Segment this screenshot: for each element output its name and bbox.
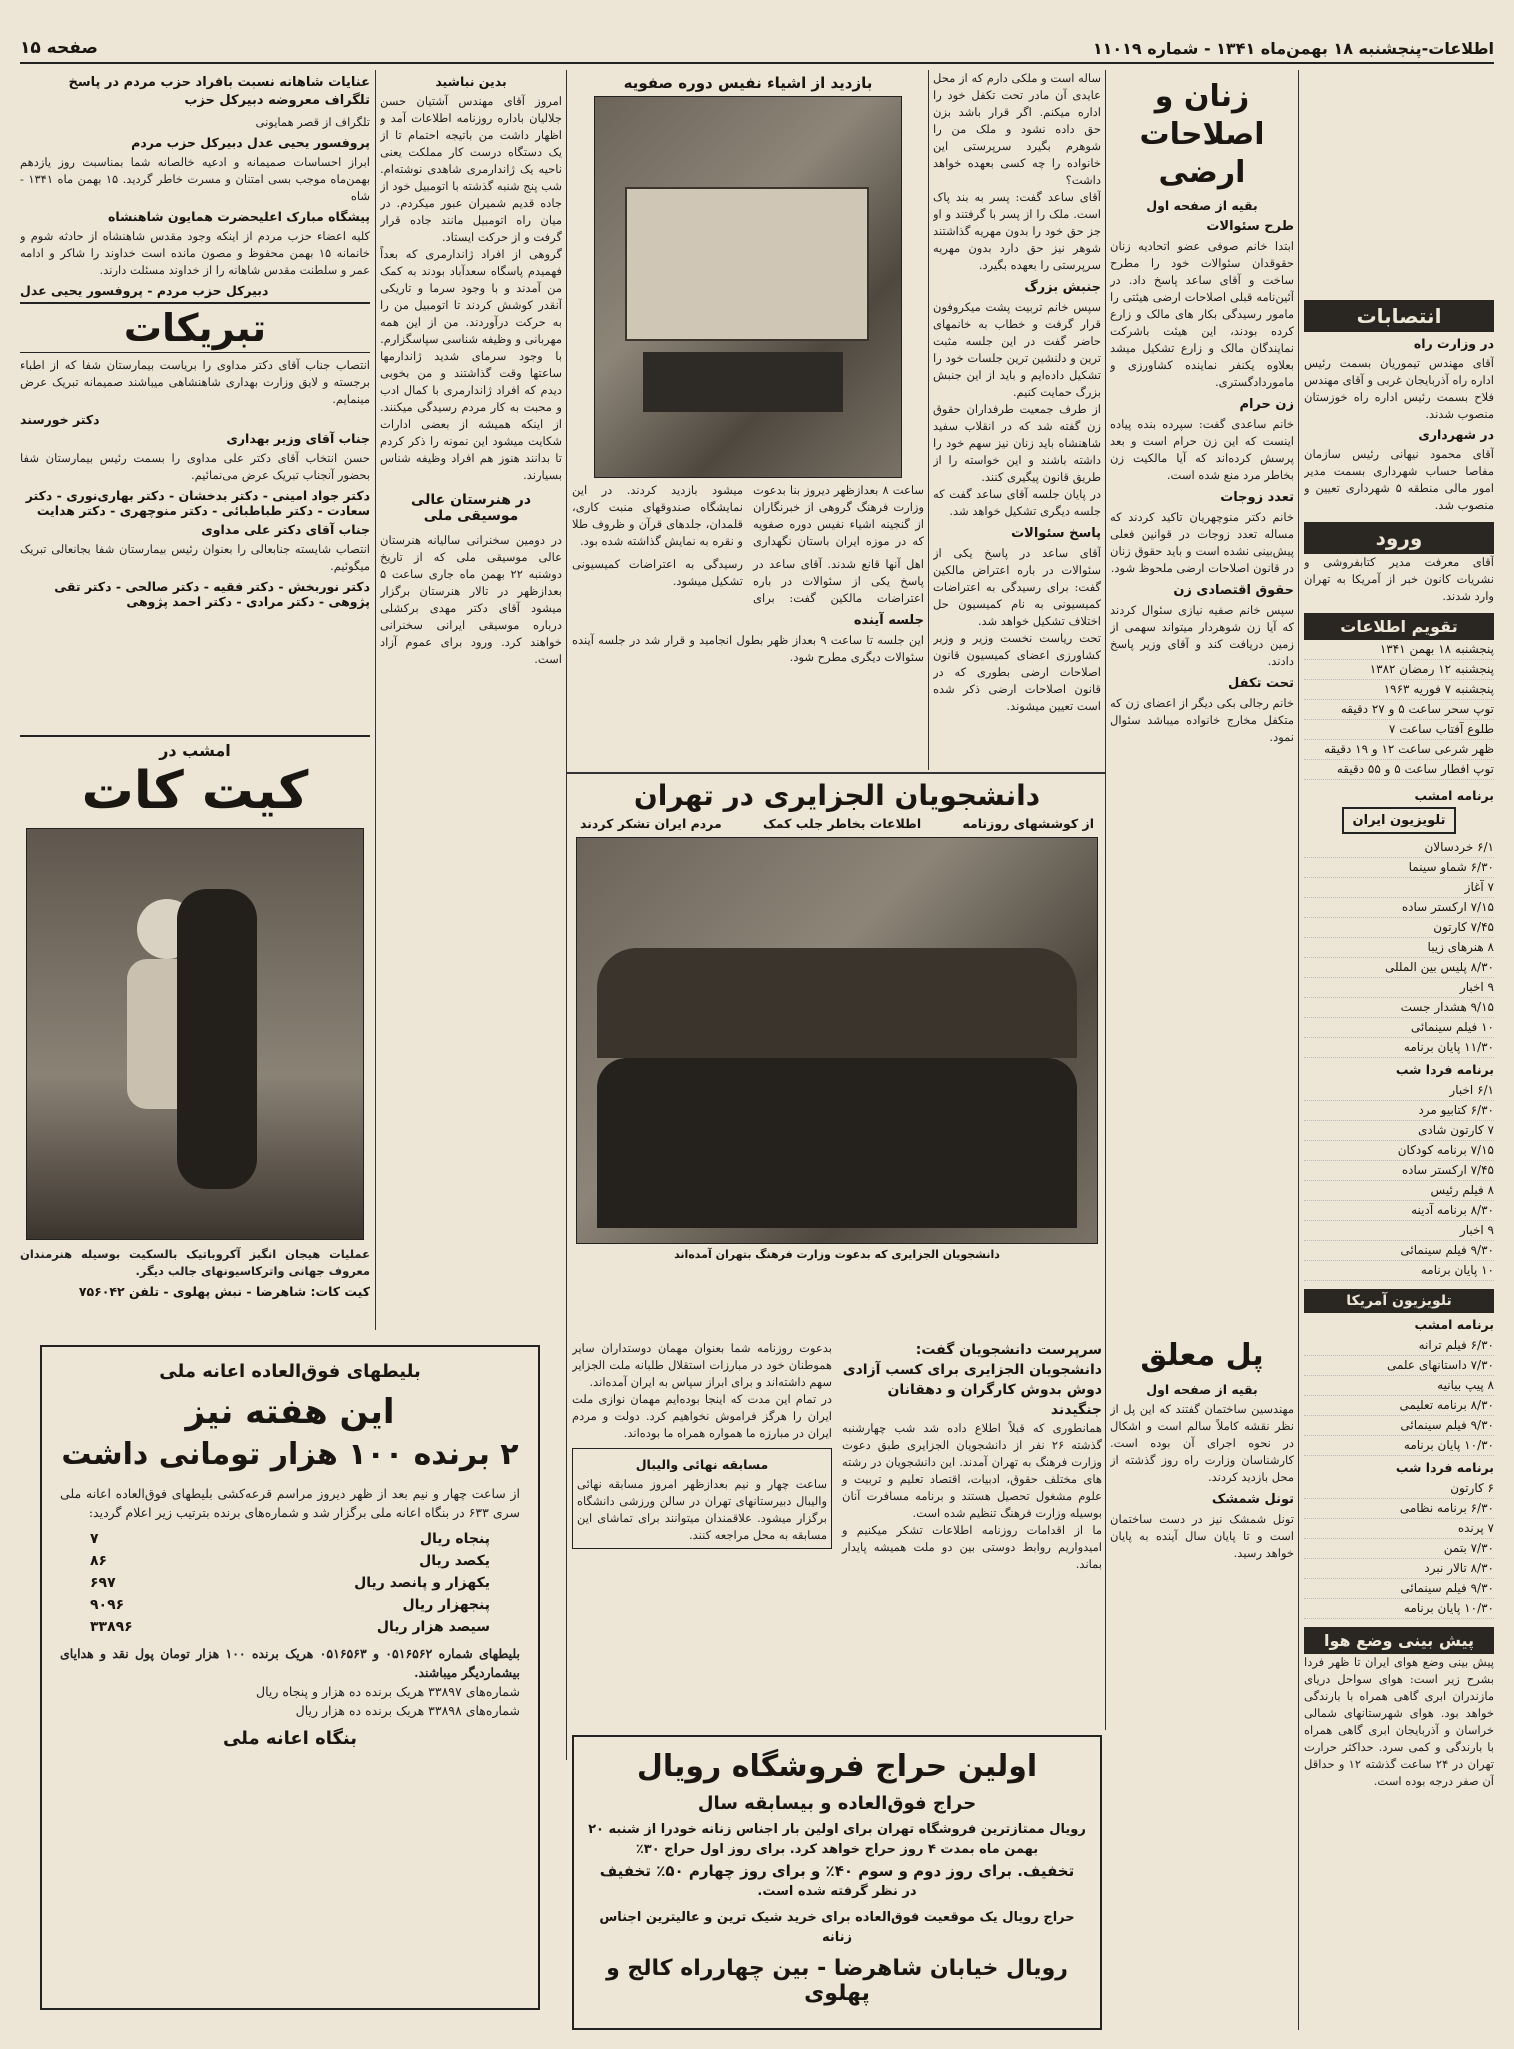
schedule-item: ۱۰ پایان برنامه (1304, 1261, 1494, 1281)
lottery-number: ۶۹۷ (90, 1575, 116, 1591)
lottery-row (60, 1616, 520, 1638)
lottery-number: ۸۶ (90, 1553, 108, 1569)
tv2-tonight-header: برنامه امشب (1414, 1317, 1494, 1332)
article-body: کلیه اعضاء حزب مردم از اینکه وجود مقدس شاهنشاه از حادثه شوم و خانمانه ۱۵ بهمن محفوظ و مصون مانده است خداوند را شاکر و ادامه عمر و سلطنت مقدس شاهانه را از خداوند مسئلت دارند. (20, 229, 370, 277)
exhibition-photo (594, 96, 902, 478)
schedule-item: ۷ پرنده (1304, 1519, 1494, 1539)
article-body: تلگراف از قصر همایونی (255, 115, 370, 129)
article-body: خانم رجالی بکی دیگر از اعضای زن که متکفل مخارج خانواده میباشد سئوال نمود. (1110, 696, 1294, 744)
tv2-tomorrow-header: برنامه فردا شب (1395, 1460, 1494, 1475)
lottery-row (60, 1550, 520, 1572)
schedule-item: ۷ آغاز (1304, 878, 1494, 898)
column-rule (1298, 70, 1299, 2030)
schedule-item: طلوع آفتاب ساعت ۷ (1304, 720, 1494, 740)
article-body: آقای ساعد گفت: پسر به بند پاک است. ملک را از پسر با گرفتند و او جز حق خود را بدون مهریه گذاشتند شوهر نیز حق دارد بدون مهریه سرپرستی را بعهده بگیرد. (933, 190, 1101, 272)
article-title: پل معلق (1140, 1338, 1264, 1373)
ad-title: اولین حراج فروشگاه رویال (636, 1749, 1038, 1784)
ad-signature: بنگاه اعانه ملی (222, 1728, 358, 1749)
subheading: جلسه آینده (853, 613, 924, 628)
schedule-item: پنجشنبه ۱۸ بهمن ۱۳۴۱ (1304, 640, 1494, 660)
article-body: آقای ساعد در پاسخ یکی از سئوالات در باره اعتراض مالکین گفت: برای رسیدگی به اعتراضات کمیسیونی به نام کمیسیون حل اختلاف تشکیل خواهد شد. (933, 546, 1101, 628)
article-body: تونل شمشک نیز در دست ساختمان است و تا پایان سال آینده به پایان خواهد رسید. (1110, 1512, 1294, 1560)
subheading: جناب آقای دکتر علی مداوی (201, 522, 370, 537)
women-land-reform-article (1110, 70, 1294, 1350)
schedule-item: ۷/۱۵ ارکستر ساده (1304, 898, 1494, 918)
skater-photo (26, 828, 364, 1240)
lottery-row (60, 1528, 520, 1550)
schedule-item: ۶/۳۰ شماو سینما (1304, 858, 1494, 878)
masthead-page-number: صفحه ۱۵ (20, 38, 98, 58)
schedule-item: ۹/۳۰ فیلم سینمائی (1304, 1416, 1494, 1436)
subheading: جناب آقای وزیر بهداری (226, 431, 370, 446)
lottery-ad (40, 1345, 540, 2010)
tv-schedule (1304, 838, 1494, 1058)
article-column (572, 1340, 832, 1720)
ad-big-text: ۲ برنده ۱۰۰ هزار تومانی داشت (61, 1437, 519, 1472)
royal-store-ad (572, 1735, 1102, 2030)
photo-chest (625, 187, 869, 341)
article-title: عنایات شاهانه نسبت بافراد حزب مردم در پاسخ تلگراف معروضه دبیرکل حزب (68, 75, 370, 108)
article-body: آقای محمود نیهانی رئیس سازمان مفاصا حساب شهرداری بسمت مدیر امور مالی منطقه ۵ شهرداری تعیین و منصوب شد. (1304, 447, 1494, 512)
article-body: اهل آنها قانع شدند. آقای ساعد در پاسخ یکی از سئوالات در باره اعتراضات مالکین گفت: برای رسیدگی به اعتراضات کمیسیونی تشکیل میشود. (572, 557, 924, 605)
ad-caption: عملیات هیجان انگیز آکروباتیک بالسکیت بوسیله هنرمندان معروف جهانی واترکاسیونهای جالب دیگر. (20, 1247, 370, 1278)
ad-heading: بلیطهای فوق‌العاده اعانه ملی (159, 1361, 421, 1382)
schedule-item: ۷/۴۵ ارکستر ساده (1304, 1161, 1494, 1181)
article-title: دانشجویان الجزایری در تهران (633, 779, 1041, 812)
schedule-item: پنجشنبه ۷ فوریه ۱۹۶۳ (1304, 680, 1494, 700)
arrival-header: ورود (1304, 522, 1494, 554)
schedule-item: ۹ اخبار (1304, 978, 1494, 998)
subheading: جنبش بزرگ (1024, 280, 1101, 295)
article-body: ابتدا خانم صوفی عضو اتحادیه زنان حقوقدان سئوالات خود را مطرح ساخت و آقای ساعد پاسخ داد. در آئین‌نامه قبلی اصلاحات ارضی هیئتی را مامور رسیدگی بکار های مالک و زارع کرده بودند، این هیئت باشرکت نمایندگان مالک و زارع تشکیل میشد بعلاوه یکنفر نماینده کشاورزی و ماموردادگستری. (1110, 239, 1294, 389)
article-body: امروز آقای مهندس آشتیان حسن جلالیان باداره روزنامه اطلاعات آمد و اظهار داشت من باتیجه احتمام تا از یک دستگاه درست کار مملکت یعنی ناحیه یک ژاندارمری شاهدی نوشته‌ام. شب پنج شنبه گذشته با اتومبیل خود از جاده قدیم شمیران عبور میکردم. در میان راه اتومبیل مانند جاده قرار گرفت و از حرکت ایستاد. (380, 94, 562, 244)
article-title: زنان و اصلاحات ارضی (1139, 79, 1265, 190)
lottery-row (60, 1594, 520, 1616)
schedule-item: ۸/۳۰ برنامه تعلیمی (1304, 1396, 1494, 1416)
article-body: آقای معرفت مدیر کتابفروشی و نشریات کانون خبر از آمریکا به تهران وارد شدند. (1304, 555, 1494, 603)
subtitle-row (580, 816, 1094, 831)
subtitle: اطلاعات بخاطر جلب کمک (762, 816, 922, 831)
article-body: خانم ساعدی گفت: سپرده بنده پیاده اینست که این زن حرام است و بعد پرسش کرده‌اند که آیا مالکیت زن بخاطر مرد منع شده است. (1110, 417, 1294, 482)
signature: دبیرکل حزب مردم - پروفسور یحیی عدل (20, 283, 269, 298)
schedule-item: ۶/۳۰ برنامه نظامی (1304, 1499, 1494, 1519)
schedule-item: ۱۱/۳۰ پایان برنامه (1304, 1038, 1494, 1058)
schedule-item: توپ سحر ساعت ۵ و ۲۷ دقیقه (1304, 700, 1494, 720)
article-body: در پایان جلسه آقای ساعد گفت که جلسه دیگری تشکیل خواهد شد. (933, 487, 1101, 518)
masthead (20, 38, 1494, 64)
ad-body: رویال ممتازترین فروشگاه تهران برای اولین بار اجناس زنانه خودرا از شنبه ۲۰ بهمن ماه بمدت ۴ روز حراج خواهد کرد. برای روز اول حراج ۳۰٪ (588, 1822, 1086, 1857)
article-column (842, 1340, 1102, 1720)
article-body: انتصاب جناب آقای دکتر مداوی را بریاست بیمارستان شفا که از اطباء برجسته و لایق وزارت بهداری شاهنشاهی میباشند صمیمانه تبریک عرض مینمایم. (20, 358, 370, 406)
ad-body: شماره‌های ۳۳۸۹۸ هریک برنده ده هزار ریال (295, 1703, 520, 1718)
ad-tonight: امشب در (159, 741, 231, 760)
signature: دکتر نوربخش - دکتر فقیه - دکتر صالحی - دکتر تقی پژوهی - دکتر مرادی - دکتر احمد پژوهی (54, 579, 370, 609)
article-body: ساله است و ملکی دارم که از محل عایدی آن مادر تحت تکفل خود را اداره میکنم. اگر قرار باشد بزن حق داده نشود و ملک من را شوهرم بگیرد سرپرستی این خانواده را چه کسی بعهده خواهد داشت؟ (933, 71, 1101, 187)
ad-subtitle: حراج فوق‌العاده و بیسابقه سال (697, 1793, 977, 1814)
article-body: ابراز احساسات صمیمانه و ادعیه خالصانه شما بمناسبت روز یازدهم بهمن‌ماه موجب بسی امتنان و مسرت خاطر گردید. ۱۵ بهمن ماه ۱۳۴۱ - شاه (20, 155, 370, 203)
weather-body: پیش بینی وضع هوای ایران تا ظهر فردا بشرح زیر است: هوای سواحل دریای مازندران ابری گاهی همراه با بارندگی خواهد بود. هوای شهرستانهای شمالی خراسان و آذربایجان ابری گاهی همراه با بارندگی و کمی سرد. حداکثر حرارت تهران در ۲۴ ساعت گذشته ۱۲ و حداقل آن صفر درجه بوده است. (1304, 1655, 1494, 1788)
ad-big-text: این هفته نیز (185, 1392, 395, 1432)
schedule-item: ظهر شرعی ساعت ۱۲ و ۱۹ دقیقه (1304, 740, 1494, 760)
schedule-item: ۷/۱۵ برنامه کودکان (1304, 1141, 1494, 1161)
subheading: پیشگاه مبارک اعلیحضرت همایون شاهنشاه (108, 209, 370, 224)
article-body: با وجود سرمای شدید ژاندارمها ساعتها وقت گذاشتند و من بخوبی دیدم که افراد ژاندارمری با کمال ادب و محبت به کار مردم رسیدگی میکنند. از اینکه همیشه از بعضی ادارات شکایت میشود این نمونه را ذکر کردم تا بدانند هنوز هم افراد وظیفه شناس بسیارند. (380, 349, 562, 482)
subheading: تونل شمشک (1211, 1492, 1294, 1507)
schedule-item: ۹/۳۰ فیلم سینمائی (1304, 1579, 1494, 1599)
photo-figures-back (597, 948, 1077, 1058)
lottery-results-table (60, 1528, 520, 1638)
schedule-item: ۷/۴۵ کارتون (1304, 918, 1494, 938)
ad-body: بلیطهای شماره ۰۵۱۶۵۶۲ و ۰۵۱۶۵۶۳ هریک برنده ۱۰۰ هزار تومان پول نقد و هدایای بیشماردیگر میباشند. (60, 1646, 520, 1680)
column-rule (928, 70, 929, 770)
schedule-item: پنجشنبه ۱۲ رمضان ۱۳۸۲ (1304, 660, 1494, 680)
tv-tomorrow-header: برنامه فردا شب (1395, 1062, 1494, 1077)
bridge-article (1110, 1330, 1294, 1730)
ad-body: تخفیف. برای روز دوم و سوم ۴۰٪ و برای روز چهارم ۵۰٪ تخفیف (599, 1862, 1075, 1880)
schedule-item: ۹/۱۵ هشدار جست (1304, 998, 1494, 1018)
subheading: زن حرام (1239, 397, 1294, 412)
masthead-issue: اطلاعات-پنجشنبه ۱۸ بهمن‌ماه ۱۳۴۱ - شماره ۱۱۰۱۹ (1092, 39, 1494, 58)
continuation-note: بقیه از صفحه اول (1146, 1382, 1258, 1397)
calendar-header: تقویم اطلاعات (1304, 613, 1494, 640)
continuation-note: بقیه از صفحه اول (1146, 198, 1258, 213)
tv-schedule (1304, 1336, 1494, 1456)
lottery-number: ۳۳۸۹۶ (90, 1619, 133, 1635)
article-body: حسن انتخاب آقای دکتر علی مداوی را بسمت رئیس بیمارستان شفا بحضور آنجناب تبریک عرض می‌نمائیم. (20, 451, 370, 482)
lottery-row (60, 1572, 520, 1594)
article-body: تحت ریاست نخست وزیر و وزیر کشاورزی اعضای کمیسیون قانون اصلاحات ارضی بطوری که در قانون اصلاحات ارضی ذکر شده است تعیین میشوند. (933, 631, 1101, 713)
article-body: خانم دکتر منوچهریان تاکید کردند که مساله تعدد زوجات در قوانین فعلی پیش‌بینی نشده است و باید حقوق زنان در قانون اصلاحات ارضی ملحوظ شود. (1110, 510, 1294, 575)
lottery-number: ۹۰۹۶ (90, 1597, 125, 1613)
subheading: تعدد زوجات (1220, 490, 1294, 505)
schedule-item: ۱۰/۳۰ پایان برنامه (1304, 1436, 1494, 1456)
subtitle: از کوششهای روزنامه (962, 816, 1094, 831)
party-and-congrats-column (20, 70, 370, 840)
tv2-logo: تلویزیون آمریکا (1304, 1289, 1494, 1313)
schedule-item: ۷/۳۰ داستانهای علمی (1304, 1356, 1494, 1376)
schedule-item: ۸/۳۰ برنامه آدینه (1304, 1201, 1494, 1221)
subheading: طرح سئوالات (1206, 219, 1294, 234)
article-body: ما از اقدامات روزنامه اطلاعات تشکر میکنیم و امیدواریم روابط دوستی بین دو ملت همیشه پایدار بماند. (842, 1523, 1102, 1571)
article-body: ساعت چهار و نیم بعدازظهر امروز مسابقه نهائی والیبال دبیرستانهای تهران در سالن ورزشی دانشگاه برگزار میشود. علاقمندان میتوانند برای تماشای این مسابقه به محل مراجعه کنند. (577, 1477, 827, 1542)
article-body: همانطوری که قبلاً اطلاع داده شد شب چهارشنبه گذشته ۲۶ نفر از دانشجویان الجزایری طبق دعوت وزارت فرهنگ به تهران آمدند. این دانشجویان در رشته های مختلف حقوق، ادبیات، اقتصاد تعلیم و تربیت و علوم مشغول تحصیل هستند و برنامه مسافرت آنان بوسیله وزارت فرهنگ تنظیم شده است. (842, 1421, 1102, 1520)
tv-schedule (1304, 1081, 1494, 1281)
subheading: حقوق اقتصادی زن (1173, 583, 1294, 598)
lottery-prize: سیصد هزار ریال (376, 1619, 490, 1635)
schedule-item: توپ افطار ساعت ۵ و ۵۵ دقیقه (1304, 760, 1494, 780)
schedule-item: ۸/۳۰ پلیس بین المللی (1304, 958, 1494, 978)
algerian-students-article (572, 778, 1102, 1338)
schedule-item: ۶/۱ خردسالان (1304, 838, 1494, 858)
lottery-prize: یکصد ریال (419, 1553, 490, 1569)
sidebar-column (1304, 70, 1494, 2030)
section-rule (566, 772, 1106, 774)
tv-schedule (1304, 1479, 1494, 1619)
schedule-item: ۱۰ فیلم سینمائی (1304, 1018, 1494, 1038)
article-body: از طرف جمعیت طرفداران حقوق زن گفته شد که در انقلاب سفید شاهنشاه باید زنان نیز سهم خود را داشته باشند و این خواسته را از طریق قانون پیگیری کنند. (933, 402, 1101, 484)
lottery-number: ۷ (90, 1531, 99, 1547)
ad-body: از ساعت چهار و نیم بعد از ظهر دیروز مراسم قرعه‌کشی بلیطهای فوق‌العاده اعانه ملی سری ۶۳۳ در بنگاه اعانه ملی برگزار شد و شماره‌های برنده بترتیب زیر اعلام گردید: (60, 1486, 520, 1520)
land-reform-continued (933, 70, 1101, 770)
subheading: پروفسور یحیی عدل دبیرکل حزب مردم (131, 135, 370, 150)
ad-address: رویال خیابان شاهرضا - بین چهارراه کالج و پهلوی (606, 1956, 1068, 2006)
lottery-prize: پنجهزار ریال (402, 1597, 490, 1613)
appointments-header: انتصابات (1304, 300, 1494, 332)
schedule-item: ۸ هنرهای زیبا (1304, 938, 1494, 958)
letter-column (380, 70, 562, 1320)
schedule-item: ۶ کارتون (1304, 1479, 1494, 1499)
ad-body: شماره‌های ۳۳۸۹۷ هریک برنده ده هزار و پنجاه ریال (255, 1684, 520, 1699)
schedule-item: ۶/۳۰ کتابیو مرد (1304, 1101, 1494, 1121)
subtitle: مردم ایران تشکر کردند (580, 816, 722, 831)
schedule-item: ۹/۳۰ فیلم سینمائی (1304, 1241, 1494, 1261)
article-body: ساعت ۸ بعدازظهر دیروز بنا بدعوت وزارت فرهنگ گروهی از خبرنگاران از گنجینه اشیاء نفیس دوره صفویه که در موزه ایران باستان نگهداری میشود بازدید کردند. در این نمایشگاه صندوقهای منبت کاری، قلمدان، جلدهای قرآن و ظروف طلا و نقره به نمایش گذاشته شده بود. (572, 483, 924, 548)
tv-tonight-header: برنامه امشب (1414, 788, 1494, 803)
schedule-item: ۹ اخبار (1304, 1221, 1494, 1241)
column-rule (566, 70, 567, 1760)
photo-caption: دانشجویان الجزایری که بدعوت وزارت فرهنگ بتهران آمده‌اند (674, 1248, 1000, 1261)
schedule-item: ۷ کارتون شادی (1304, 1121, 1494, 1141)
article-body: گروهی از افراد ژاندارمری که بعداً فهمیدم پاسگاه سعدآباد بودند به کمک من آمدند و با وجود سرما و تاریکی آنقدر کوشش کردند تا اتومبیل من را به حرکت درآوردند. من از این همه مهربانی و وظیفه شناسی سپاسگزارم. (380, 247, 562, 346)
schedule-item: ۷/۳۰ بتمن (1304, 1539, 1494, 1559)
photo-chest-base (643, 352, 843, 412)
calendar-list (1304, 640, 1494, 780)
article-body: مهندسین ساختمان گفتند که این پل از نظر نقشه کاملاً سالم است و اشکال در نحوه اجرای آن بوده است. کارشناسان وزارت راه روز گذشته از محل بازدید کردند. (1110, 1402, 1294, 1484)
column-rule (1105, 70, 1106, 1730)
signature: دکتر خورسند (20, 412, 100, 427)
students-group-photo (576, 837, 1098, 1244)
photo-figures-front (597, 1058, 1077, 1228)
ad-address: کیت کات: شاهرضا - نبش پهلوی - تلفن ۷۵۶۰۴۲ (78, 1284, 370, 1299)
article-body: انتصاب شایسته جنابعالی را بعنوان رئیس بیمارستان شفا بجانعالی تبریک میگوئیم. (20, 542, 370, 573)
article-body: سپس خانم تربیت پشت میکروفون قرار گرفت و خطاب به خانمهای حاضر گفت در این جلسه مثبت ترین و دلنشین ترین جلسات خود را تشکیل داده‌ایم و باید از این جنبش بزرگ حمایت کنیم. (933, 300, 1101, 399)
subheading: تحت تکفل (1228, 676, 1294, 691)
lottery-prize: یکهزار و پانصد ریال (354, 1575, 490, 1591)
lottery-prize: پنجاه ریال (419, 1531, 490, 1547)
subheading: در وزارت راه (1413, 336, 1494, 351)
column-rule (375, 70, 376, 1330)
ad-body: در نظر گرفته شده است. (757, 1884, 917, 1899)
subheading: سرپرست دانشجویان گفت: دانشجویان الجزایری برای کسب آزادی دوش بدوش کارگران و دهقانان جنگیدند (842, 1342, 1102, 1418)
kitkat-ad (20, 735, 370, 1330)
article-title: در هنرستان عالی موسیقی ملی (410, 492, 532, 524)
article-body: سپس خانم صفیه نیازی سئوال کردند که آیا زن شوهردار میتواند سهمی از زمین دریافت کند و آقای وزیر پاسخ دادند. (1110, 603, 1294, 668)
congrats-heading: تبریکات (20, 302, 370, 353)
tv-logo: تلویزیون ایران (1342, 807, 1456, 834)
schedule-item: ۸/۳۰ تالار نبرد (1304, 1559, 1494, 1579)
article-title: بازدید از اشیاء نفیس دوره صفویه (623, 74, 873, 92)
article-body: در دومین سخنرانی سالیانه هنرستان عالی موسیقی ملی که از تاریخ دوشنبه ۲۲ بهمن ماه جاری ساعت ۵ بعدازظهر در تالار هنرستان برگزار میشود آقای دکتر مهدی برکشلی درباره موسیقی ایرانی سخنرانی خواهند کرد. ورود برای عموم آزاد است. (380, 533, 562, 666)
schedule-item: ۱۰/۳۰ پایان برنامه (1304, 1599, 1494, 1619)
ad-body: حراج رویال یک موقعیت فوق‌العاده برای خرید شیک ترین و عالیترین اجناس زنانه (599, 1910, 1075, 1945)
weather-header: پیش بینی وضع هوا (1304, 1627, 1494, 1654)
ad-title: کیت کات (81, 761, 309, 821)
schedule-item: ۶/۱ اخبار (1304, 1081, 1494, 1101)
subheading: در شهرداری (1418, 427, 1494, 442)
article-title: مسابقه نهائی والیبال (635, 1457, 769, 1472)
signature: دکتر جواد امینی - دکتر بدخشان - دکتر بهاری‌نوری - دکتر سعادت - دکتر طباطبائی - دکتر منوچهری - دکتر هدایت (25, 488, 370, 518)
article-body: در تمام این مدت که اینجا بوده‌ایم مهمان نوازی ملت ایران را هرگز فراموش نخواهیم کرد. دولت و مردم ایران در مبارزه ما همواره همراه ما بوده‌اند. (572, 1392, 832, 1440)
article-title: بدین نباشید (435, 74, 507, 89)
subheading: پاسخ سئوالات (1011, 526, 1101, 541)
algerian-students-body (572, 1340, 1102, 1720)
article-body: بدعوت روزنامه شما بعنوان مهمان دوستداران سایر هموطنان خود در مبارزات استقلال طلبانه ملت الجزایر سهم داشته‌اند و برای ابراز سپاس به ایران آمده‌اند. (572, 1341, 832, 1389)
volleyball-box (572, 1448, 832, 1549)
photo-skater-partner (177, 889, 257, 1189)
article-body: این جلسه تا ساعت ۹ بعداز ظهر بطول انجامید و قرار شد در جلسه آینده سئوالات دیگری مطرح شود. (572, 633, 924, 664)
schedule-item: ۸ فیلم رئیس (1304, 1181, 1494, 1201)
article-body: آقای مهندس تیموریان بسمت رئیس اداره راه آذربایجان غربی و آقای مهندس فلاح بسمت رئیس اداره راه خوزستان منصوب شدند. (1304, 356, 1494, 421)
schedule-item: ۸ پیپ بیانیه (1304, 1376, 1494, 1396)
safavid-exhibition-article (572, 70, 924, 770)
schedule-item: ۶/۳۰ فیلم ترانه (1304, 1336, 1494, 1356)
